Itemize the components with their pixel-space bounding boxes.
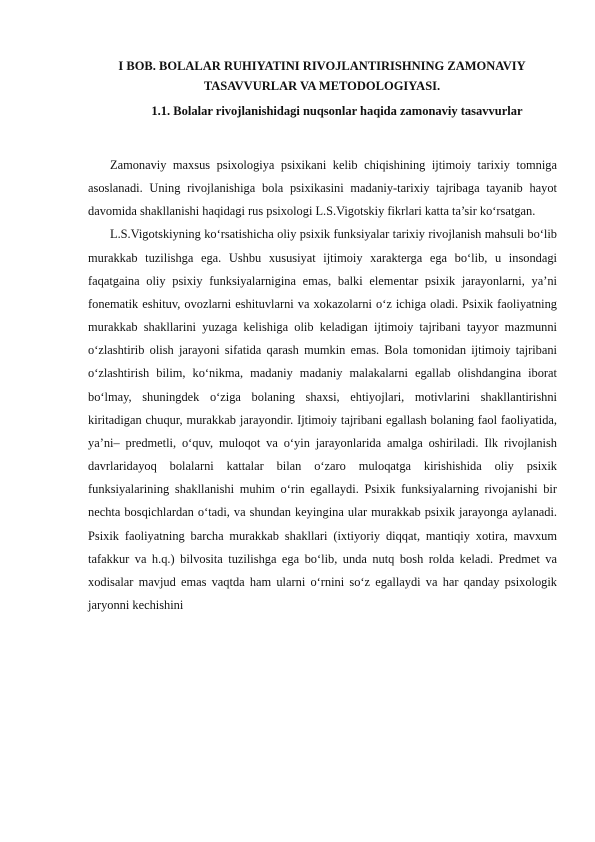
body-text <box>88 154 557 617</box>
paragraph: Zamonaviy maxsus psixologiya psixikani kelib chiqishining ijtimoiy tarixiy tomniga asoslanadi. Uning rivojlanishiga bola psixikasini madaniy-tarixiy tajribaga tayanib hayot davomida shakllanishi haqidagi rus psixologi L.S.Vigotskiy fikrlari katta ta’sir ko‘rsatgan. <box>88 158 557 219</box>
chapter-title: I BOB. BOLALAR RUHIYATINI RIVOJLANTIRISHNING ZAMONAVIY TASAVVURLAR VA METODOLOGIYASI. <box>118 59 526 93</box>
section-title: 1.1. Bolalar rivojlanishidagi nuqsonlar haqida zamonaviy tasavvurlar <box>151 104 523 118</box>
paragraph: L.S.Vigotskiyning ko‘rsatishicha oliy psixik funksiyalar tarixiy rivojlanish mahsuli bo‘lib murakkab tuzilishga ega. Ushbu xususiyat ijtimoiy xarakterga ega bo‘lib, u insondagi faqatgaina oliy psixiy funksiyalarnigina emas, balki elementar psixik jarayonlarni, ya’ni fonematik eshituv, ovozlarni eshituvlarni va xokazolarni o‘z ichiga oladi. Psixik faoliyatning murakkab shakllarini yuzaga kelishiga olib keladigan ijtimoiy tajribani tayyor mazmunni o‘zlashtirib olish jarayoni sifatida qarash mumkin emas. Bola tomonidan ijtimoiy tajribani o‘zlashtirish bilim, ko‘nikma, madaniy madaniy malakalarni egallab olishdangina iborat bo‘lmay, shuningdek o‘ziga bolaning shaxsi, ehtiyojlari, motivlarini shakllantirishni kiritadigan chuqur, murakkab jarayondir. Ijtimoiy tajribani egallash bolaning faol faoliyatida, ya’ni– predmetli, o‘quv, muloqot va o‘yin jarayonlarida amalga oshiriladi. Ilk rivojlanish davrlaridayoq bolalarni kattalar bilan o‘zaro muloqatga kirishishida oliy psixik funksiyalarining shakllanishi muhim o‘rin egallaydi. Psixik funksiyalarning rivojanishi bir nechta bosqichlardan o‘tadi, va shundan keyingina ular murakkab psixik jarayonga aylanadi. Psixik faoliyatning barcha murakkab shakllari (ixtiyoriy diqqat, mantiqiy xotira, mavxum tafakkur va h.q.) bilvosita tuzilishga ega bo‘lib, unda nutq bosh rolda keladi. Predmet va xodisalar mavjud emas vaqtda ham ularni o‘rnini so‘z egallaydi va har qanday psixologik jaryonni kechishini <box>88 227 557 612</box>
